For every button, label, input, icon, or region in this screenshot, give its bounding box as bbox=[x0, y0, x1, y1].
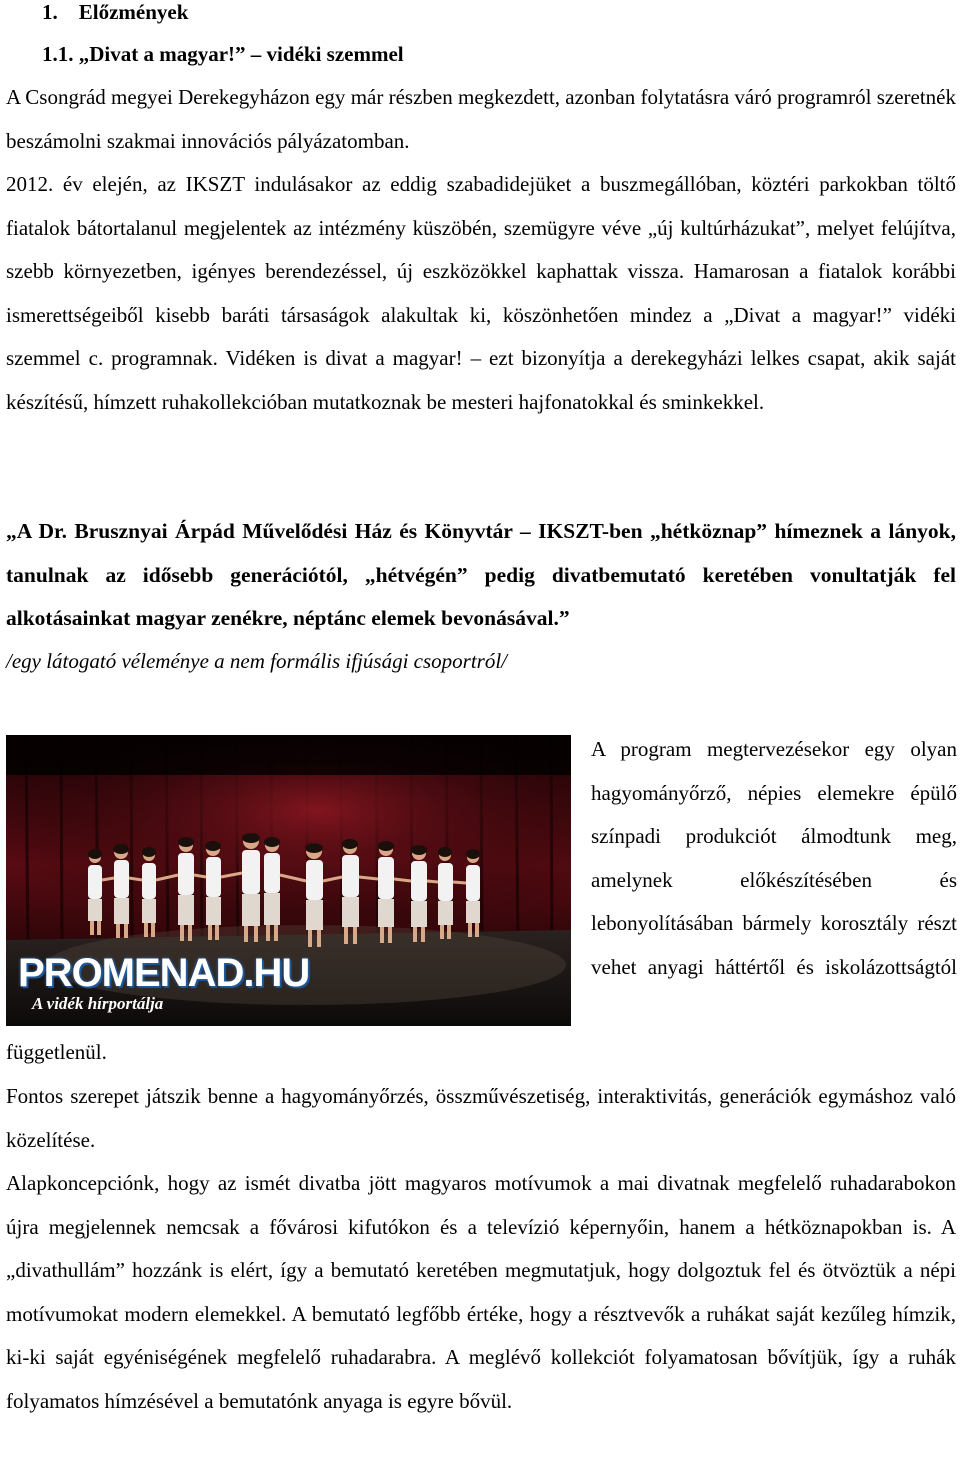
concept-paragraph: Alapkoncepciónk, hogy az ismét divatba jött magyaros motívumok a mai divatnak megfelelő ruhadarabokon újra megjelennek nemcsak a fővárosi kifutókon és a televízió képernyőin, hanem a hétköznapokban is. A „divathullám” hozzánk is elért, így a bemutató keretében megmutatjuk, hogy dolgoztuk fel és ötvöztük a népi motívumokat modern elemekkel. A bemutató legfőbb értéke, hogy a résztvevők a ruhákat saját kezűleg hímzik, ki-ki saját egyéniségének megfelelő ruhadarabra. A meglévő kollekciót folyamatosan bővítjük, így a ruhák folyamatos hímzésével a bemutatónk anyaga is egyre bővül. bbox=[6, 1171, 956, 1413]
section-heading: 1. Előzmények bbox=[42, 0, 189, 24]
program-description-end: függetlenül. bbox=[6, 1040, 107, 1064]
visitor-quote: „A Dr. Brusznyai Árpád Művelődési Ház és Könyvtár – IKSZT-ben „hétköznap” hímeznek a lányok, tanulnak az idősebb generációtól, „hétvégén” pedig divatbemutató keretében vonultatják fel alkotásainkat magyar zenékre, néptánc elemek bevonásával.” bbox=[6, 519, 956, 630]
role-paragraph: Fontos szerepet játszik benne a hagyományőrzés, összművészetiség, interaktivitás, generációk egymáshoz való közelítése. bbox=[6, 1084, 956, 1152]
main-paragraph: 2012. év elején, az IKSZT indulásakor az eddig szabadidejüket a buszmegállóban, köztéri parkokban töltő fiatalok bátortalanul megjelentek az intézmény küszöbén, szemügyre véve „új kultúrházukat”, melyet felújítva, szebb környezetben, igényes berendezéssel, új eszközökkel kaphattak vissza. Hamarosan a fiatalok korábbi ismerettségeiből kisebb baráti társaságok alakultak ki, köszönhetően mindez a „Divat a magyar!” vidéki szemmel c. programnak. Vidéken is divat a magyar! – ezt bizonyítja a derekegyházi lelkes csapat, akik saját készítésű, hímzett ruhakollekcióban mutatkoznak be mesteri hajfonatokkal és sminkekkel. bbox=[6, 172, 956, 414]
stage-photo bbox=[6, 735, 571, 1026]
watermark-subtitle: A vidék hírportálja bbox=[32, 994, 164, 1013]
intro-paragraph: A Csongrád megyei Derekegyházon egy már részben megkezdett, azonban folytatásra váró programról szeretnék beszámolni szakmai innovációs pályázatomban. bbox=[6, 85, 956, 153]
quote-source: /egy látogató véleménye a nem formális ifjúsági csoportról/ bbox=[6, 649, 508, 673]
watermark-title: PROMENAD.HU bbox=[18, 951, 310, 995]
subsection-heading: 1.1. „Divat a magyar!” – vidéki szemmel bbox=[42, 42, 404, 66]
photo-watermark bbox=[18, 953, 309, 1015]
program-description: A program megtervezésekor egy olyan hagyományőrző, népies elemekre épülő színpadi produkciót álmodtunk meg, amelynek előkészítésében és lebonyolításában bármely korosztály részt vehet anyagi háttértől és iskolázottságtól bbox=[591, 737, 957, 979]
